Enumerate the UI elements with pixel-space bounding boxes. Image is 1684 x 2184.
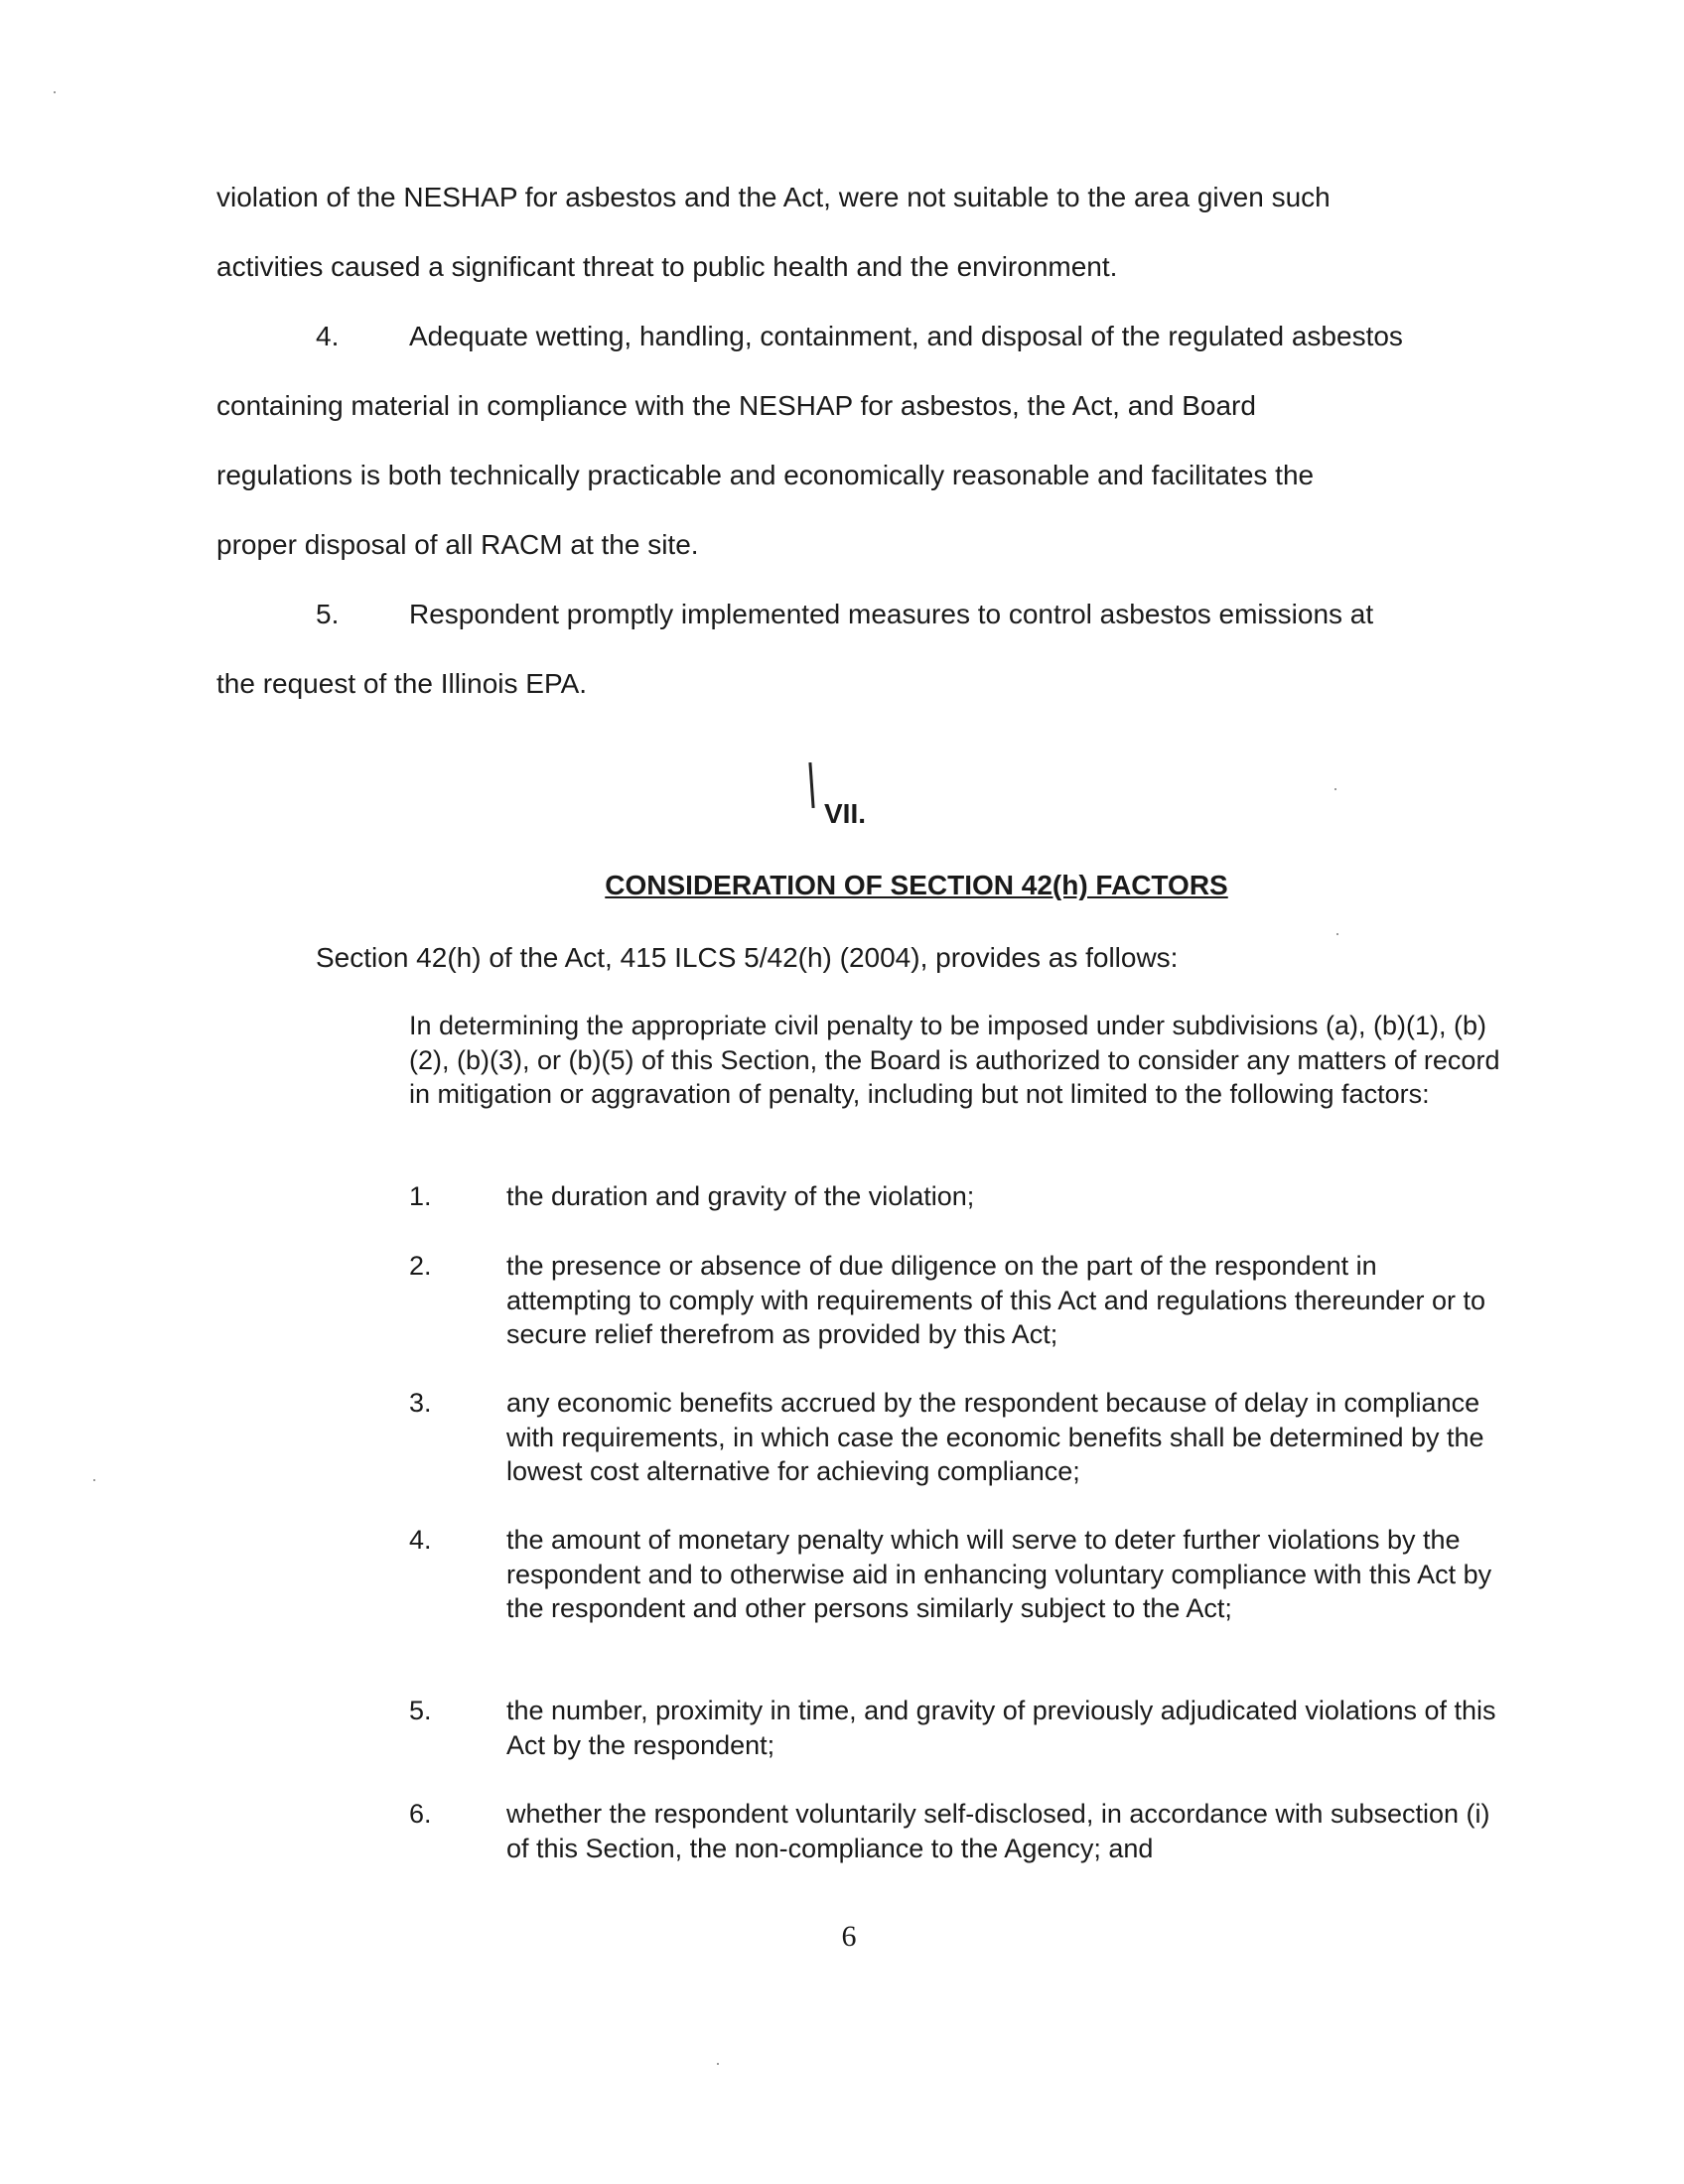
paragraph-line: activities caused a significant threat to public health and the environment. (216, 251, 1118, 282)
paragraph-line: violation of the NESHAP for asbestos and the Act, were not suitable to the area given such (216, 182, 1331, 212)
scan-speck (717, 2063, 719, 2065)
factor-number: 6. (409, 1799, 432, 1829)
paragraph-line: regulations is both technically practicable and economically reasonable and facilitates the (216, 460, 1315, 490)
factor-number: 5. (409, 1696, 432, 1725)
paragraph-number: 5. (316, 599, 340, 629)
factor-text: whether the respondent voluntarily self-disclosed, in accordance with subsection (i) of this Section, the non-compliance to the Agency; and (506, 1799, 1490, 1863)
factor-number: 4. (409, 1525, 432, 1555)
factor-text: the duration and gravity of the violation; (506, 1181, 975, 1211)
section-number: VII. (824, 798, 867, 829)
paragraph-line: the request of the Illinois EPA. (216, 668, 588, 699)
factor-number: 1. (409, 1181, 432, 1211)
pen-mark (808, 762, 814, 808)
paragraph-line: Adequate wetting, handling, containment, and disposal of the regulated asbestos (409, 321, 1403, 351)
section-intro: Section 42(h) of the Act, 415 ILCS 5/42(h) (2004), provides as follows: (316, 942, 1179, 973)
scan-speck (1336, 933, 1338, 935)
page-number: 6 (841, 1920, 857, 1953)
paragraph-line: proper disposal of all RACM at the site. (216, 529, 699, 560)
factor-number: 2. (409, 1251, 432, 1281)
scan-speck (1334, 788, 1336, 790)
quoted-statute (409, 1009, 1501, 1112)
factor-number: 3. (409, 1388, 432, 1418)
paragraph-number: 4. (316, 321, 340, 351)
factor-text: the number, proximity in time, and gravity of previously adjudicated violations of this Act by the respondent; (506, 1696, 1496, 1760)
section-heading: CONSIDERATION OF SECTION 42(h) FACTORS (605, 870, 1228, 900)
factor-text: the presence or absence of due diligence on the part of the respondent in attempting to comply with requirements of this Act and regulations thereunder or to secure relief therefrom as provided by this Act; (506, 1251, 1486, 1349)
quote-intro: In determining the appropriate civil penalty to be imposed under subdivisions (a), (b)(1), (b)(2), (b)(3), or (b)(5) of this Section, the Board is authorized to consider any matters of record in mitigation or aggravation of penalty, including but not limited to the following factors: (409, 1011, 1500, 1109)
factor-text: the amount of monetary penalty which will serve to deter further violations by the respondent and to otherwise aid in enhancing voluntary compliance with this Act by the respondent and other persons similarly subject to the Act; (506, 1525, 1492, 1623)
scan-speck (54, 91, 56, 93)
scan-speck (93, 1479, 95, 1481)
paragraph-line: Respondent promptly implemented measures to control asbestos emissions at (409, 599, 1374, 629)
factor-text: any economic benefits accrued by the respondent because of delay in compliance with requirements, in which case the economic benefits shall be determined by the lowest cost alternative for achieving compliance; (506, 1388, 1484, 1486)
paragraph-line: containing material in compliance with the NESHAP for asbestos, the Act, and Board (216, 390, 1256, 421)
